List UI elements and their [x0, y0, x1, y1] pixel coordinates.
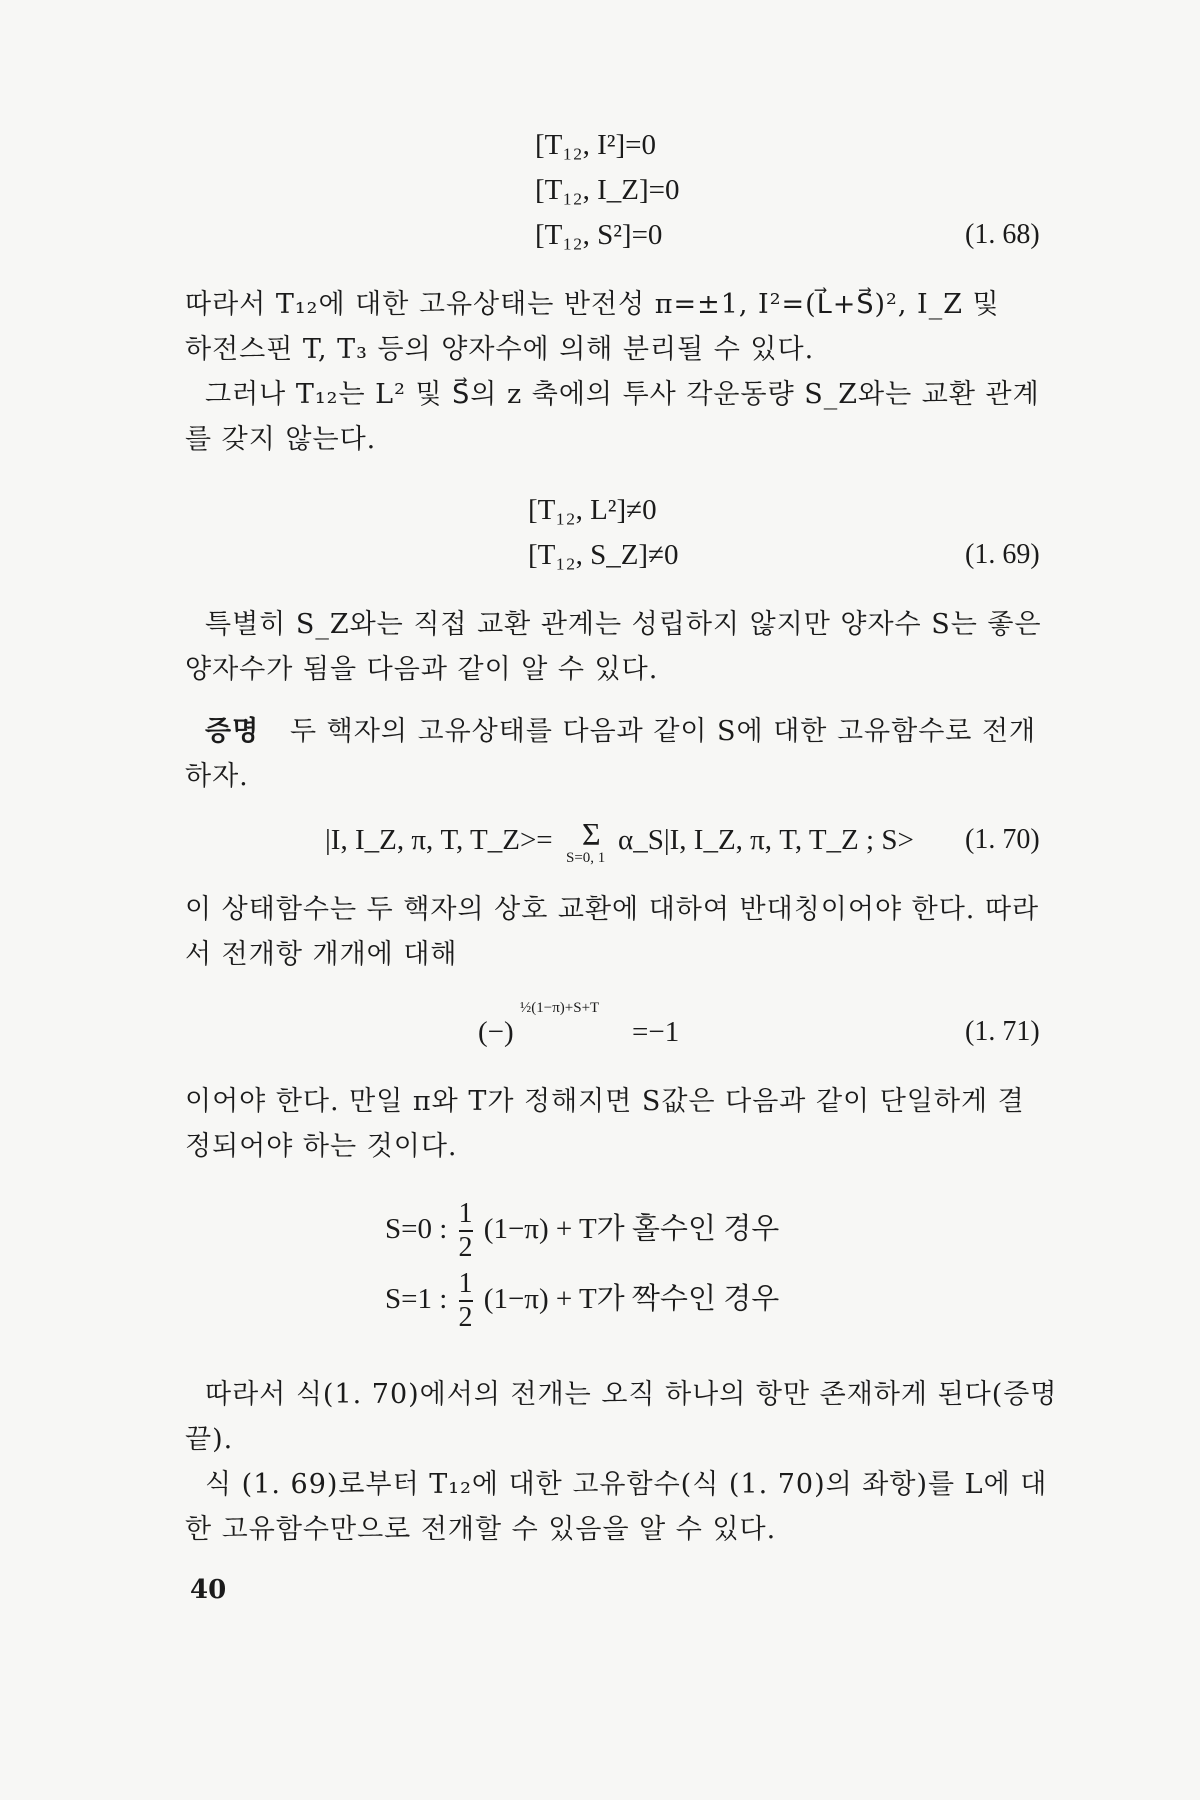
- para-6-line-1: 이어야 한다. 만일 π와 T가 정해지면 S값은 다음과 같이 단일하게 결: [185, 1086, 1025, 1117]
- case-s1: [385, 1267, 779, 1332]
- eq-1-69-line-1: [T₁₂, L²]≠0: [528, 494, 657, 526]
- eq-1-71-exponent: ½(1−π)+S+T: [520, 1000, 600, 1016]
- eq-1-69-line-2: [T₁₂, S_Z]≠0: [528, 539, 679, 571]
- eq-1-71-number: (1. 71): [965, 1016, 1040, 1047]
- eq-1-68-line-1: [T₁₂, I²]=0: [535, 129, 656, 161]
- case-s1-label: S=1 :: [385, 1283, 448, 1315]
- case-s0: [385, 1197, 779, 1262]
- para-3-line-1: 특별히 S_Z와는 직접 교환 관계는 성립하지 않지만 양자수 S는 좋은: [205, 609, 1042, 640]
- para-3-line-2: 양자수가 됨을 다음과 같이 알 수 있다.: [185, 654, 659, 685]
- eq-1-70-sum-index: S=0, 1: [566, 850, 606, 866]
- case-s0-fraction: [459, 1200, 473, 1262]
- para-4-line-1: 두 핵자의 고유상태를 다음과 같이 S에 대한 고유함수로 전개: [290, 716, 1037, 747]
- para-2-line-1: 그러나 T₁₂는 L² 및 S⃗의 z 축에의 투사 각운동량 S_Z와는 교환 관계: [205, 379, 1040, 410]
- eq-1-71-base: (−): [478, 1016, 514, 1048]
- para-8-line-1: 식 (1. 69)로부터 T₁₂에 대한 고유함수(식 (1. 70)의 좌항)를 L에 대: [205, 1469, 1048, 1500]
- para-5-line-1: 이 상태함수는 두 핵자의 상호 교환에 대하여 반대칭이어야 한다. 따라: [185, 894, 1040, 925]
- page-number: 40: [190, 1575, 227, 1605]
- case-s0-label: S=0 :: [385, 1213, 448, 1245]
- case-s1-numerator: 1: [458, 1268, 473, 1300]
- case-s1-fraction: [459, 1270, 473, 1332]
- para-6-line-2: 정되어야 하는 것이다.: [185, 1131, 458, 1162]
- proof-label: 증명: [205, 716, 260, 747]
- case-s0-condition: (1−π) + T가 홀수인 경우: [483, 1213, 780, 1245]
- para-1-line-1: 따라서 T₁₂에 대한 고유상태는 반전성 π=±1, I²=(L⃗+S⃗)², I_Z 및: [185, 289, 1000, 320]
- para-4-line-2: 하자.: [185, 761, 249, 792]
- para-5-line-2: 서 전개항 개개에 대해: [185, 939, 458, 970]
- eq-1-68-line-3: [T₁₂, S²]=0: [535, 219, 663, 251]
- eq-1-71-rhs: =−1: [632, 1016, 680, 1048]
- eq-1-70-number: (1. 70): [965, 824, 1040, 855]
- eq-1-68-number: (1. 68): [965, 219, 1040, 250]
- para-1-line-2: 하전스핀 T, T₃ 등의 양자수에 의해 분리될 수 있다.: [185, 334, 815, 365]
- case-s0-numerator: 1: [458, 1198, 473, 1230]
- para-7-line-2: 끝).: [185, 1424, 234, 1455]
- case-s1-denominator: 2: [458, 1302, 473, 1334]
- eq-1-70-sum-sign: Σ: [582, 816, 601, 852]
- case-s1-condition: (1−π) + T가 짝수인 경우: [483, 1283, 780, 1315]
- para-8-line-2: 한 고유함수만으로 전개할 수 있음을 알 수 있다.: [185, 1514, 777, 1545]
- eq-1-69-number: (1. 69): [965, 539, 1040, 570]
- case-s0-denominator: 2: [458, 1232, 473, 1264]
- para-7-line-1: 따라서 식(1. 70)에서의 전개는 오직 하나의 항만 존재하게 된다(증명: [205, 1379, 1058, 1410]
- eq-1-70-lhs: |I, I_Z, π, T, T_Z>=: [325, 824, 553, 856]
- eq-1-70-rhs: α_S|I, I_Z, π, T, T_Z ; S>: [618, 824, 914, 856]
- para-2-line-2: 를 갖지 않는다.: [185, 424, 377, 455]
- eq-1-68-line-2: [T₁₂, I_Z]=0: [535, 174, 680, 206]
